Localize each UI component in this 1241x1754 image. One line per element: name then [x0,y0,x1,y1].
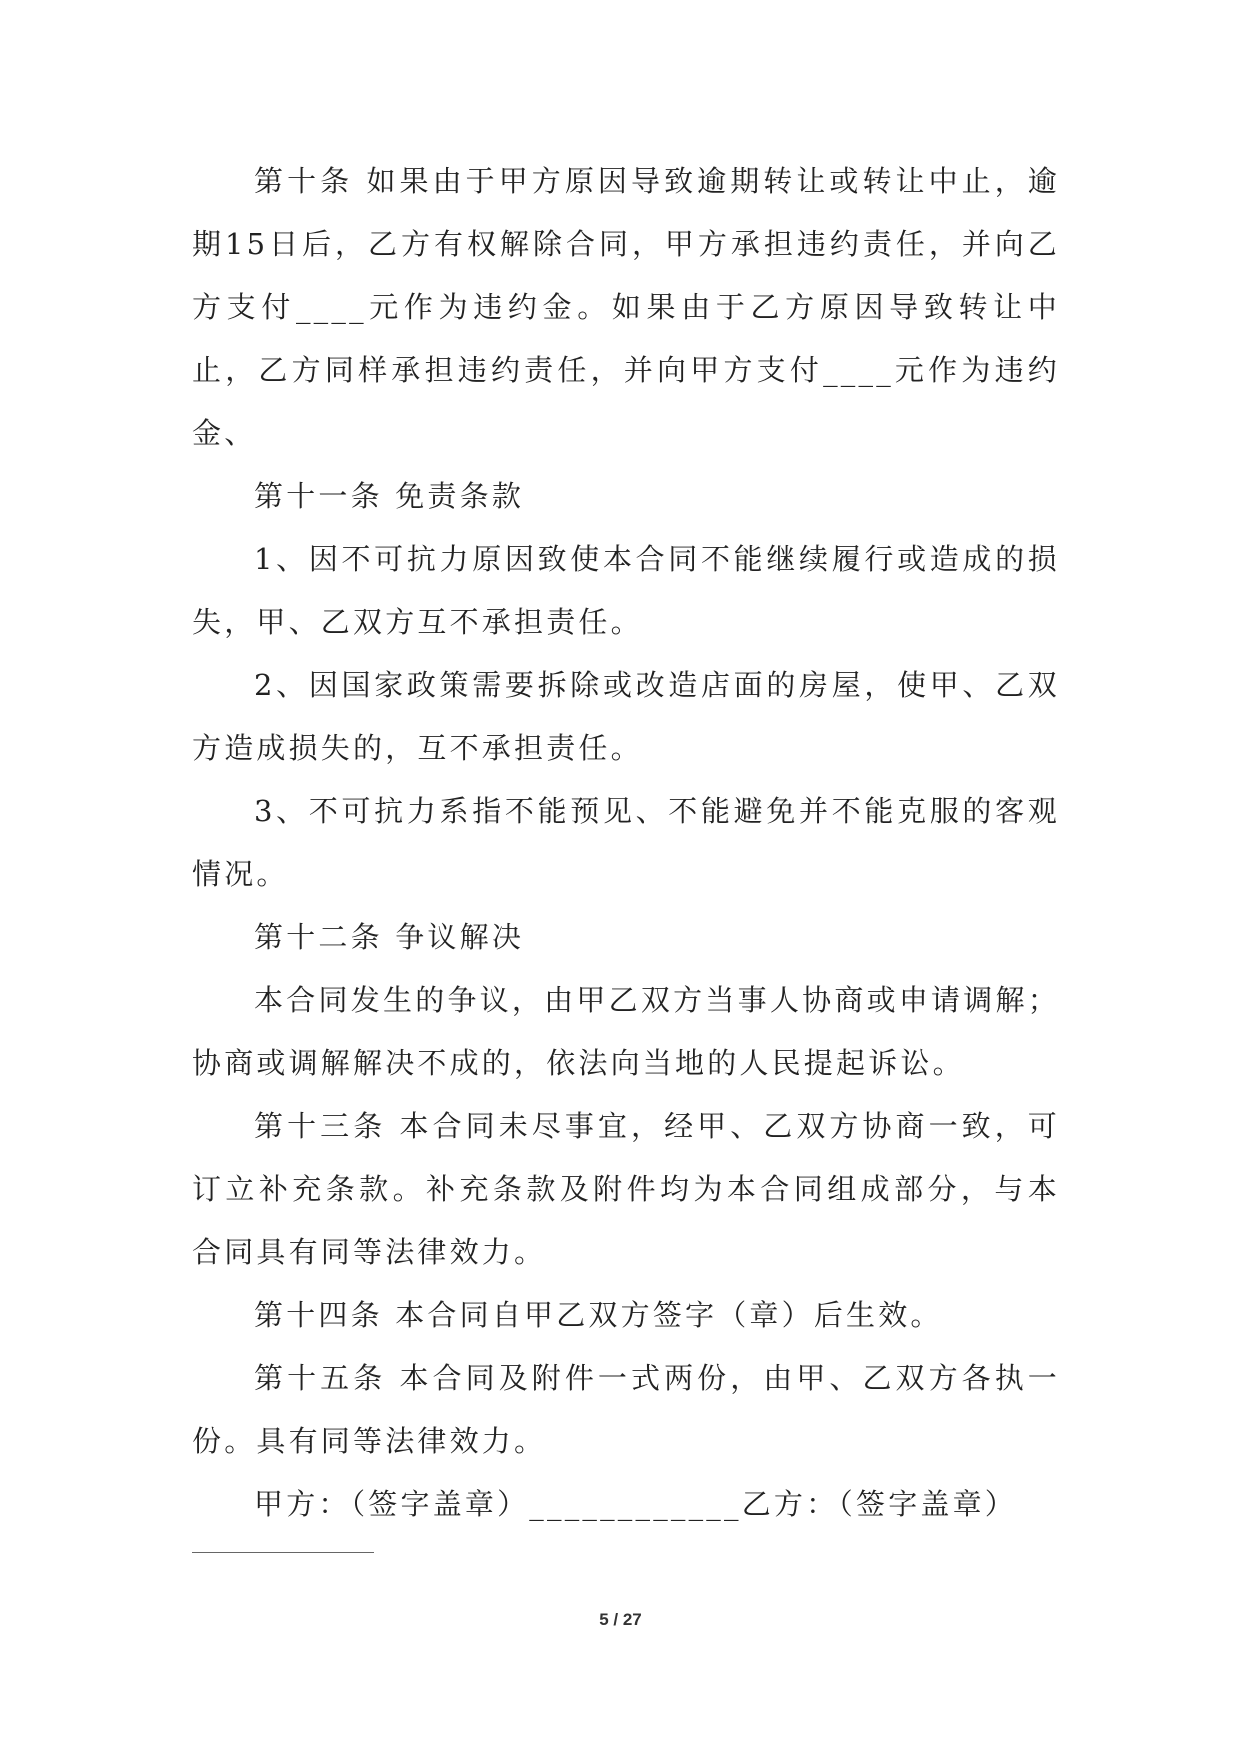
page-number: 5 / 27 [599,1610,642,1629]
document-body [192,150,1060,1536]
clause-11-heading: 第十一条 免责条款 [254,479,525,513]
clause-11-item-3: 3、不可抗力系指不能预见、不能避免并不能克服的客观情况。 [192,794,1060,891]
clause-11-item-2: 2、因国家政策需要拆除或改造店面的房屋，使甲、乙双方造成损失的，互不承担责任。 [192,668,1060,765]
clause-15-paragraph: 第十五条 本合同及附件一式两份，由甲、乙双方各执一份。具有同等法律效力。 [192,1361,1060,1458]
signature-line: 甲方：（签字盖章）____________乙方：（签字盖章） [254,1487,1018,1521]
clause-13-paragraph: 第十三条 本合同未尽事宜，经甲、乙双方协商一致，可订立补充条款。补充条款及附件均为本合同组成部分，与本合同具有同等法律效力。 [192,1109,1060,1269]
clause-12-heading: 第十二条 争议解决 [254,920,525,954]
clause-14-paragraph: 第十四条 本合同自甲乙双方签字（章）后生效。 [254,1298,943,1332]
clause-11-item-1: 1、因不可抗力原因致使本合同不能继续履行或造成的损失，甲、乙双方互不承担责任。 [192,542,1060,639]
clause-10-paragraph: 第十条 如果由于甲方原因导致逾期转让或转让中止，逾期15日后，乙方有权解除合同，甲方承担违约责任，并向乙方支付____元作为违约金。如果由于乙方原因导致转让中止，乙方同样承担违约责任，并向甲方支付____元作为违约金、 [192,164,1060,450]
clause-12-paragraph: 本合同发生的争议，由甲乙双方当事人协商或申请调解；协商或调解解决不成的，依法向当地的人民提起诉讼。 [192,983,1060,1080]
signature-underline [192,1552,374,1553]
